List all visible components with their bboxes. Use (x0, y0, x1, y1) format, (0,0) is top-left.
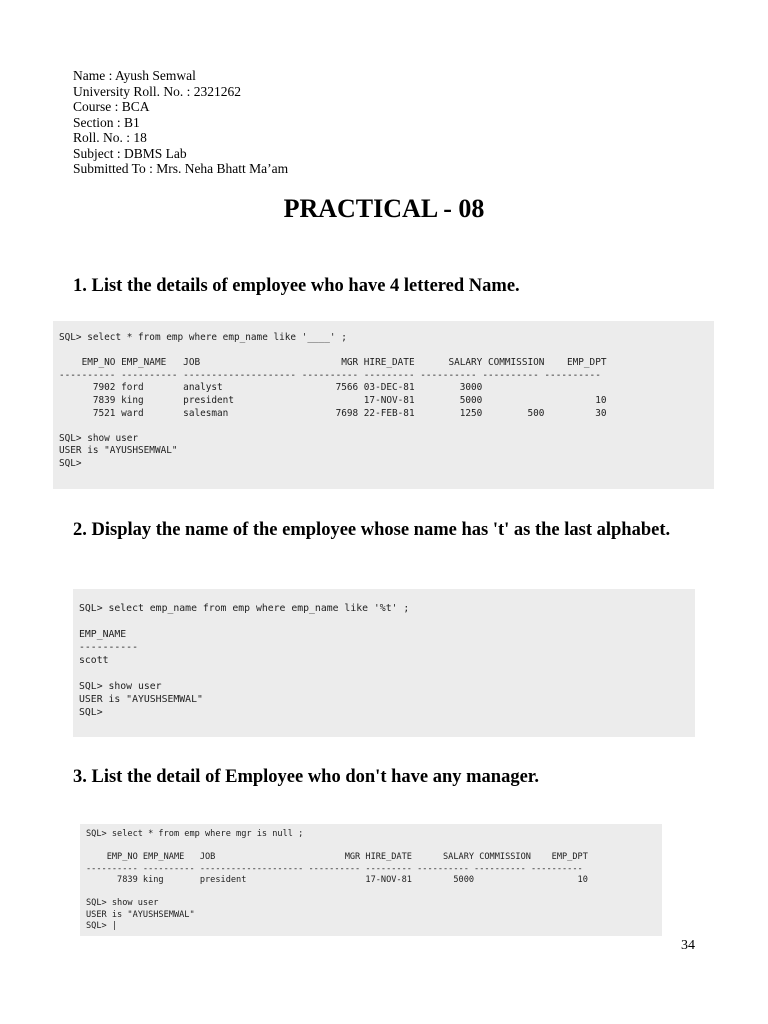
roll-number: Roll. No. : 18 (73, 130, 147, 145)
question-3-sql-output: SQL> select * from emp where mgr is null ; EMP_NO EMP_NAME JOB MGR HIRE_DATE SALARY COMMISSION EMP_DPT ---------- ---------- -------------------- ---------- --------- ---------- ---------- ---------- 7839 king president 17-NOV-81 5000 10 SQL> show user USER is "AYUSHSEMWAL" SQL> | (86, 829, 588, 931)
question-3-sql-output-screenshot (80, 824, 662, 936)
question-1-heading: 1. List the details of employee who have 4 lettered Name. (73, 276, 520, 296)
course: Course : BCA (73, 99, 150, 114)
section: Section : B1 (73, 114, 140, 130)
student-info-block (73, 68, 288, 177)
page-number: 34 (681, 938, 695, 953)
question-2-sql-output-screenshot (73, 589, 695, 737)
question-2-sql-output: SQL> select emp_name from emp where emp_name like '%t' ; EMP_NAME ---------- scott SQL> show user USER is "AYUSHSEMWAL" SQL> (79, 603, 410, 718)
question-2-heading: 2. Display the name of the employee whose name has 't' as the last alphabet. (73, 520, 671, 540)
page-title: PRACTICAL - 08 (283, 194, 485, 223)
university-roll-number: University Roll. No. : 2321262 (73, 83, 241, 99)
question-3-heading: 3. List the detail of Employee who don't have any manager. (73, 767, 539, 787)
question-1-sql-output-screenshot (53, 321, 714, 489)
submitted-to: Submitted To : Mrs. Neha Bhatt Ma’am (73, 161, 289, 176)
question-1-sql-output: SQL> select * from emp where emp_name like '____' ; EMP_NO EMP_NAME JOB MGR HIRE_DATE SALARY COMMISSION EMP_DPT ---------- ---------- -------------------- ---------- --------- ---------- ---------- ---------- 7902 ford analyst 7566 03-DEC-81 3000 7839 king president 17-NOV-81 5000 10 7521 ward salesman 7698 22-FEB-81 1250 500 30 SQL> show user USER is "AYUSHSEMWAL" SQL> (59, 332, 607, 469)
student-name: Name : Ayush Semwal (73, 68, 196, 83)
subject: Subject : DBMS Lab (73, 145, 187, 161)
